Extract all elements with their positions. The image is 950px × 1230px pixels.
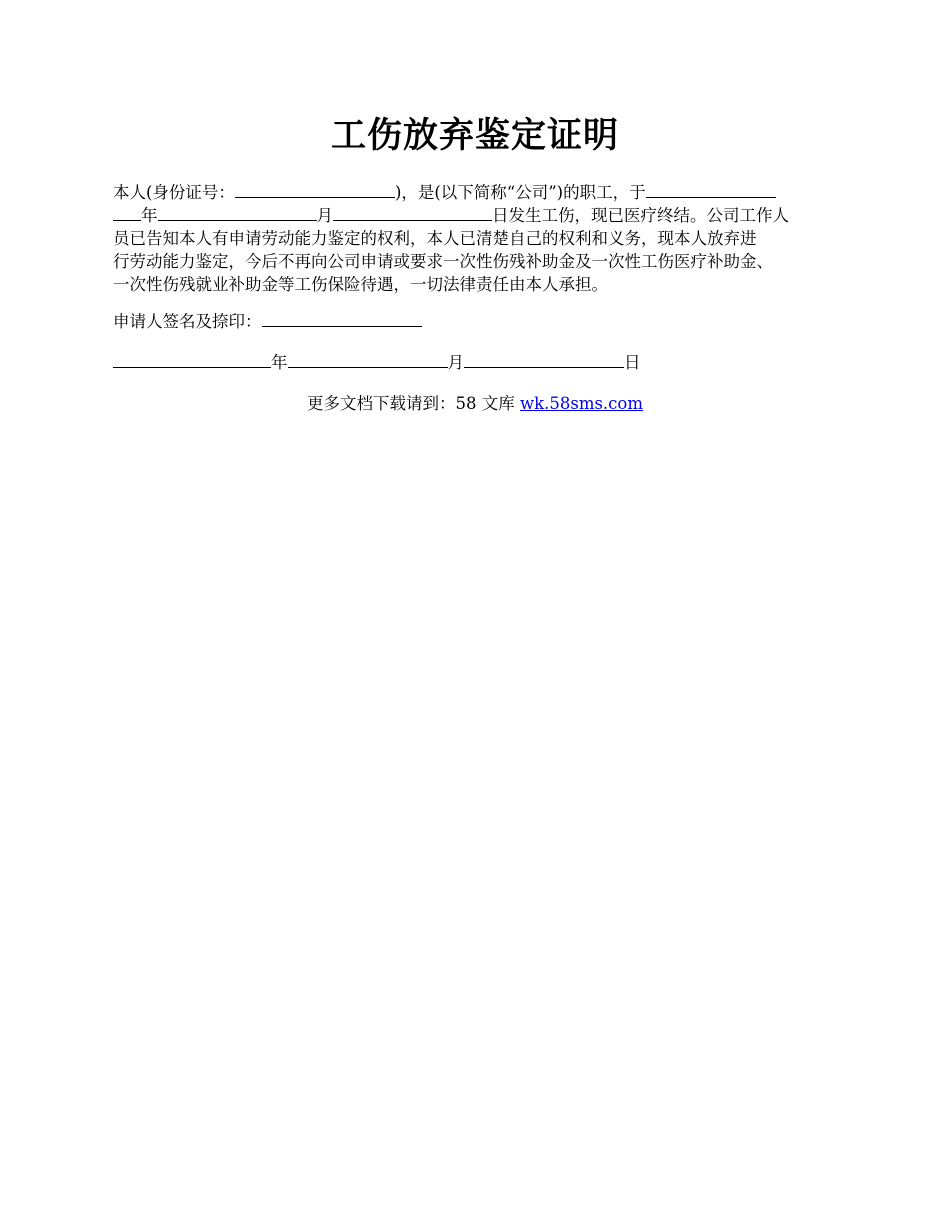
footer <box>0 392 950 416</box>
paragraph-text: 本人(身份证号： <box>113 183 235 202</box>
document-title: 工伤放弃鉴定证明 <box>330 115 619 156</box>
injury-month-blank[interactable] <box>158 205 317 221</box>
paragraph-text: 年 <box>141 206 158 225</box>
signature-blank[interactable] <box>262 311 422 327</box>
date-row <box>113 351 641 375</box>
sign-month-blank[interactable] <box>288 352 448 368</box>
paragraph-line-5: 一次性伤残就业补助金等工伤保险待遇，一切法律责任由本人承担。 <box>113 275 608 294</box>
injury-date-year-blank-part2[interactable] <box>113 205 141 221</box>
year-label: 年 <box>271 353 288 372</box>
footer-link[interactable]: wk.58sms.com <box>519 394 643 413</box>
injury-day-blank[interactable] <box>333 205 492 221</box>
paragraph-text: 月 <box>316 206 333 225</box>
paragraph-text: )，是(以下简称“公司”)的职工，于 <box>394 183 646 202</box>
sign-day-blank[interactable] <box>464 352 624 368</box>
paragraph-line-1 <box>113 181 845 204</box>
footer-text: 更多文档下载请到：58 文库 <box>306 394 520 413</box>
paragraph-line-3: 员已告知本人有申请劳动能力鉴定的权利，本人已清楚自己的权利和义务，现本人放弃进 <box>113 229 757 248</box>
signature-row <box>113 310 422 334</box>
day-label: 日 <box>624 353 641 372</box>
month-label: 月 <box>447 353 464 372</box>
paragraph-text: 日发生工伤，现已医疗终结。公司工作人 <box>492 206 789 225</box>
id-number-blank[interactable] <box>235 182 395 198</box>
paragraph-line-4: 行劳动能力鉴定，今后不再向公司申请或要求一次性伤残补助金及一次性工伤医疗补助金、 <box>113 252 773 271</box>
injury-date-year-blank-part1[interactable] <box>646 182 776 198</box>
signature-label: 申请人签名及捺印： <box>113 312 262 331</box>
sign-year-blank[interactable] <box>113 352 271 368</box>
statement-paragraph <box>113 181 845 296</box>
paragraph-line-2 <box>113 204 845 227</box>
